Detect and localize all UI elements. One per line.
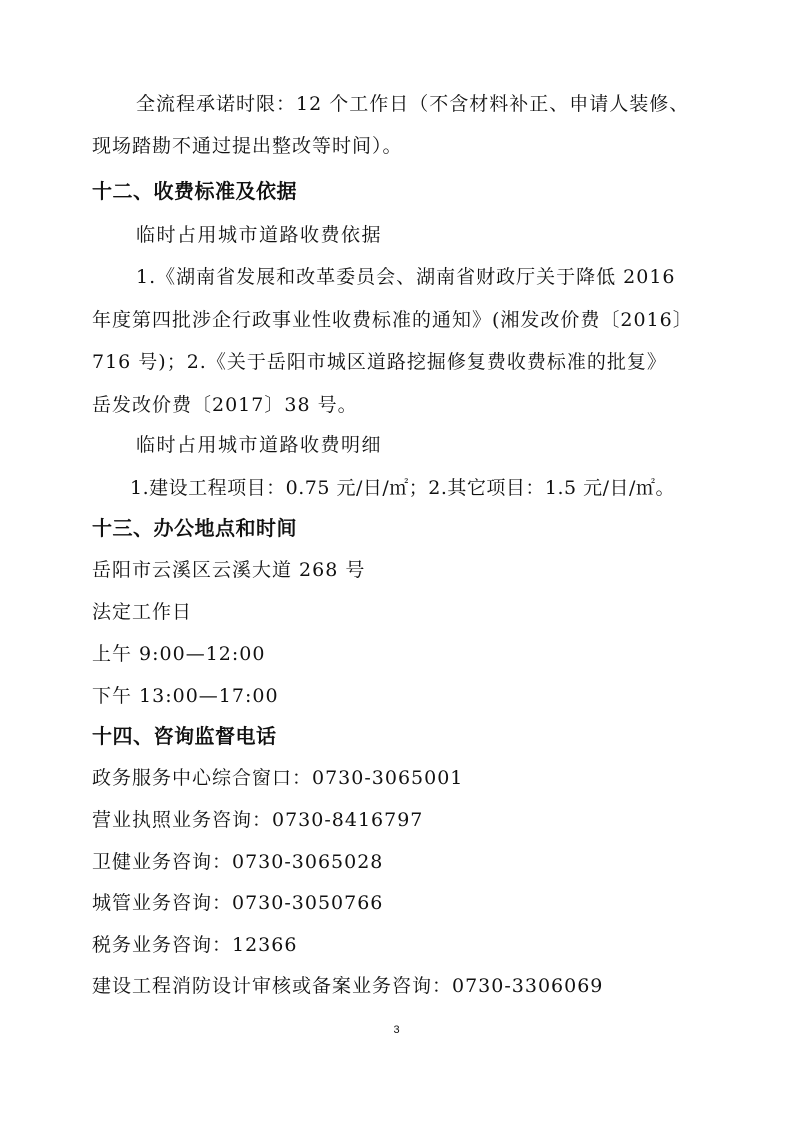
phone-item: 政务服务中心综合窗口：0730-3065001 [92, 767, 464, 789]
section-12-heading: 十二、收费标准及依据 [92, 179, 297, 203]
phone-item: 税务业务咨询：12366 [92, 934, 298, 956]
phone-item: 城管业务咨询：0730-3050766 [92, 892, 384, 914]
timeline-line-1: 全流程承诺时限：12 个工作日（不含材料补正、申请人装修、 [136, 93, 690, 115]
phone-item: 建设工程消防设计审核或备案业务咨询：0730-3306069 [92, 975, 604, 997]
phone-item: 营业执照业务咨询：0730-8416797 [92, 809, 424, 831]
office-address: 岳阳市云溪区云溪大道 268 号 [92, 559, 366, 581]
office-hours-morning: 上午 9:00—12:00 [92, 643, 266, 665]
timeline-line-2: 现场踏勘不通过提出整改等时间）。 [92, 135, 403, 157]
fee-basis-line: 716 号)；2.《关于岳阳市城区道路挖掘修复费收费标准的批复》 [92, 351, 667, 373]
phone-item: 卫健业务咨询：0730-3065028 [92, 851, 384, 873]
fee-detail-title: 临时占用城市道路收费明细 [136, 434, 383, 456]
office-workday: 法定工作日 [92, 601, 193, 623]
office-hours-afternoon: 下午 13:00—17:00 [92, 685, 279, 707]
fee-detail-line: 1.建设工程项目：0.75 元/日/㎡；2.其它项目：1.5 元/日/㎡。 [130, 477, 675, 499]
section-13-heading: 十三、办公地点和时间 [92, 516, 297, 540]
fee-basis-line: 岳发改价费〔2017〕38 号。 [92, 394, 358, 416]
fee-basis-title: 临时占用城市道路收费依据 [136, 224, 383, 246]
fee-basis-line: 年度第四批涉企行政事业性收费标准的通知》(湘发改价费〔2016〕 [92, 309, 693, 331]
page-number: 3 [393, 1024, 400, 1036]
fee-basis-line: 1.《湖南省发展和改革委员会、湖南省财政厅关于降低 2016 [136, 266, 676, 288]
section-14-heading: 十四、咨询监督电话 [92, 724, 277, 748]
